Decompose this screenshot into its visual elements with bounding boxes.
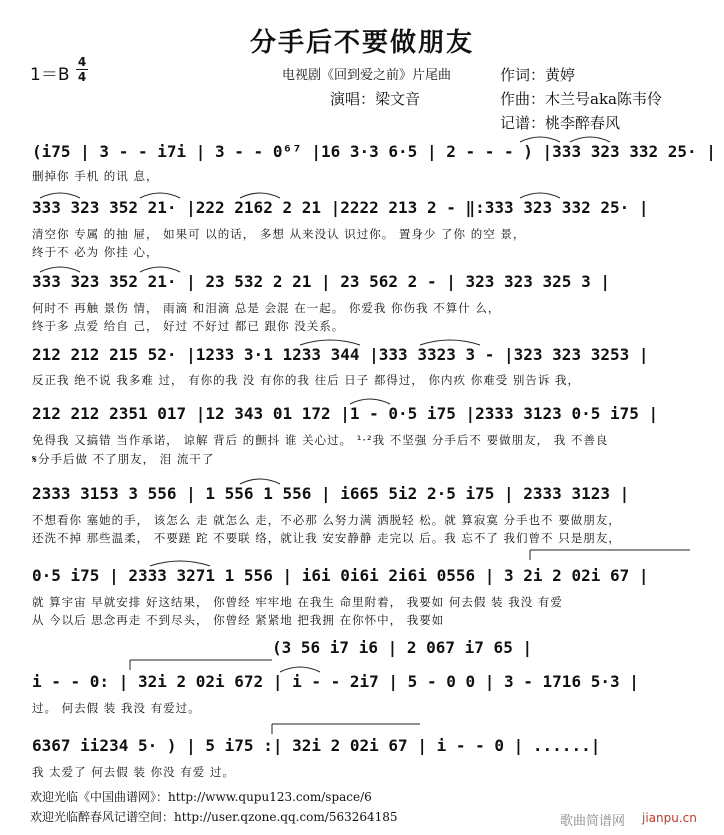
slur-mark bbox=[280, 667, 320, 672]
slur-mark bbox=[350, 399, 390, 404]
watermark-url: jianpu.cn bbox=[642, 811, 697, 825]
lyrics-row-2b: 终于不 必为 你挂 心， bbox=[32, 245, 159, 259]
lyrics-row-7b: 从 今以后 思念再走 不到尽头， 你曾经 紧紧地 把我拥 在你怀中， 我要如 bbox=[32, 613, 445, 627]
slur-mark bbox=[300, 340, 360, 345]
slur-mark bbox=[240, 479, 280, 484]
page-title: 分手后不要做朋友 bbox=[249, 28, 474, 58]
lyrics-row-2a: 清空你 专属 的抽 屉， 如果可 以的话， 多想 从来没认 识过你。 置身少 了你 的空 景， bbox=[32, 227, 526, 241]
lyrics-row-3b: 终于多 点爱 给自 己， 好过 不好过 都已 跟你 没关系。 bbox=[32, 319, 345, 333]
footer-line-2: 欢迎光临醉春风记谱空间：http://user.qzone.qq.com/563264185 bbox=[30, 810, 398, 824]
singer-credit: 演唱：梁文音 bbox=[330, 90, 421, 108]
slur-mark bbox=[40, 267, 80, 272]
score-row-6: 2333 3153 3 556 | 1 556 1 556 | i665 5i2 2·5 i75 | 2333 3123 | bbox=[32, 484, 630, 503]
lyrics-row-6a: 不想看你 塞她的手， 该怎么 走 就怎么 走，不必那 么努力满 洒脱轻 松。就 算寂寞 分手也不 要做朋友， bbox=[32, 513, 621, 527]
slur-mark bbox=[150, 561, 210, 566]
score-row-interlude: (3 56 i7 i6 | 2 067 i7 65 | bbox=[272, 638, 533, 657]
key-signature: 1＝B bbox=[30, 65, 70, 85]
score-row-9: 6367 ii234 5· ) | 5 i75 :| 32i 2 02i 67 | i - - 0 | ......| bbox=[32, 736, 601, 755]
lyrics-row-8: 过。 何去假 装 我没 有爱过。 bbox=[32, 701, 201, 715]
time-signature-bottom: 4 bbox=[77, 70, 87, 84]
lyrics-row-7a: 就 算宇宙 早就安排 好这结果， 你曾经 牢牢地 在我生 命里附着， 我要如 何去假 装 我没 有爱 bbox=[32, 595, 563, 609]
time-signature-top: 4 bbox=[77, 55, 87, 69]
slur-mark bbox=[520, 193, 560, 198]
score-row-5: 212 212 2351 017 |12 343 01 172 |1 - 0·5 i75 |2333 3123 0·5 i75 | bbox=[32, 404, 659, 423]
lyrics-row-4: 反正我 绝不说 我多难 过， 有你的我 没 有你的我 往后 日子 都得过， 你内疚 你难受 别告诉 我， bbox=[32, 373, 581, 387]
lyrics-row-3a: 何时不 再触 景伤 情， 雨滴 和泪滴 总是 会混 在一起。 你爱我 你伤我 不算什 么， bbox=[32, 301, 501, 315]
slur-mark bbox=[40, 193, 80, 198]
lyrics-row-6b: 还洗不掉 那些温柔， 不要蹉 跎 不要联 络，就让我 安安静静 走完以 后。我 忘不了 我们曾不 只是朋友， bbox=[32, 531, 621, 545]
lyricist-credit: 作词：黄婷 bbox=[500, 66, 576, 84]
score-row-3: 333 323 352 21· | 23 532 2 21 | 23 562 2 - | 323 323 325 3 | bbox=[32, 272, 610, 291]
slur-mark bbox=[520, 137, 560, 142]
lyrics-row-1: 删掉你 手机 的讯 息， bbox=[32, 169, 159, 183]
score-row-8: i - - 0: | 32i 2 02i 672 | i - - 2i7 | 5 - 0 0 | 3 - 1716 5·3 | bbox=[32, 672, 639, 691]
score-row-2: 333 323 352 21· |222 2162 2 21 |2222 213 2 - ‖:333 323 332 25· | bbox=[32, 198, 649, 217]
slur-mark bbox=[140, 193, 180, 198]
lyrics-row-9: 我 太爱了 何去假 装 你没 有爱 过。 bbox=[32, 765, 235, 779]
score-row-4: 212 212 215 52· |1233 3·1 1233 344 |333 3323 3 - |323 323 3253 | bbox=[32, 345, 649, 364]
score-row-7: 0·5 i75 | 2333 3271 1 556 | i6i 0i6i 2i6i 0556 | 3 2i 2 02i 67 | bbox=[32, 566, 649, 585]
lyrics-row-5a: 免得我 又搞错 当作承诺， 谅解 背后 的颤抖 谁 关心过。 ¹·²我 不坚强 分手后不 要做朋友， 我 不善良 bbox=[32, 433, 609, 447]
slur-mark bbox=[570, 137, 610, 142]
watermark: 歌曲简谱网 bbox=[560, 814, 626, 829]
slur-mark bbox=[140, 267, 180, 272]
footer-line-1: 欢迎光临《中国曲谱网》：http://www.qupu123.com/space/6 bbox=[30, 790, 372, 804]
lyrics-row-5b: 𝄋分手后做 不了朋友， 泪 流干了 bbox=[32, 452, 215, 466]
song-source: 电视剧《回到爱之前》片尾曲 bbox=[282, 68, 452, 83]
slur-mark bbox=[240, 193, 280, 198]
score-row-1: (i75 | 3 - - i7i | 3 - - 0⁶⁷ |16 3·3 6·5 | 2 - - - ) |333 323 332 25· | bbox=[32, 142, 716, 161]
slur-mark bbox=[420, 340, 480, 345]
composer-credit: 作曲：木兰号aka陈韦伶 bbox=[500, 90, 662, 108]
transcriber-credit: 记谱：桃李醉春风 bbox=[500, 114, 621, 132]
